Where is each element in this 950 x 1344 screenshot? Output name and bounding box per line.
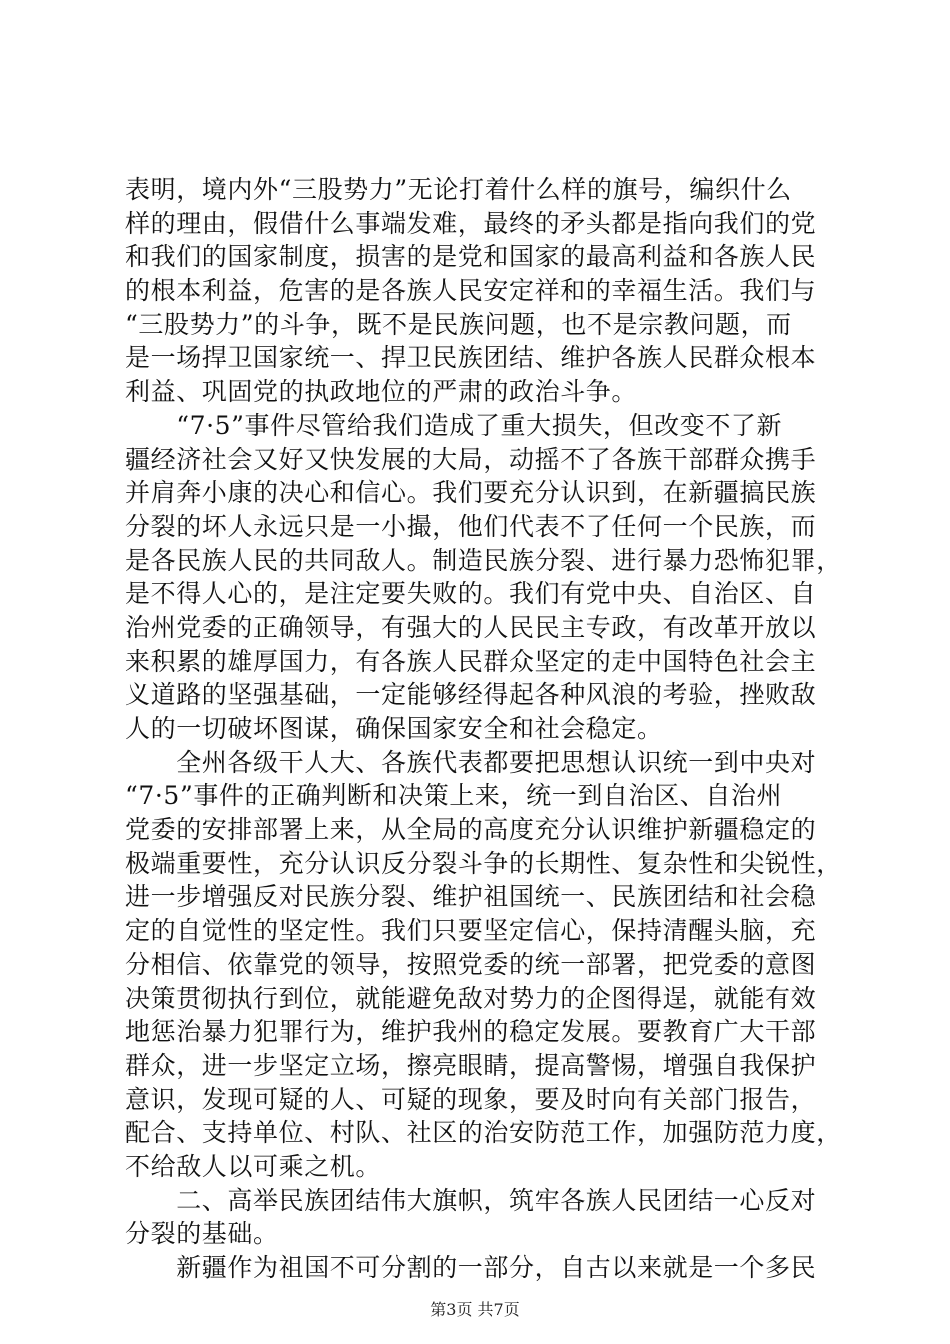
- text-line: 地惩治暴力犯罪行为，维护我州的稳定发展。要教育广大干部: [125, 1017, 817, 1047]
- text-line: 治州党委的正确领导，有强大的人民民主专政，有改革开放以: [125, 612, 817, 642]
- text-line: 是不得人心的，是注定要失败的。我们有党中央、自治区、自: [125, 579, 817, 609]
- body-text: [125, 173, 842, 1285]
- text-line: 全州各级干人大、各族代表都要把思想认识统一到中央对: [125, 747, 817, 777]
- page-footer: 第3页 共7页: [430, 1300, 520, 1319]
- text-line: 新疆作为祖国不可分割的一部分，自古以来就是一个多民: [125, 1253, 817, 1282]
- text-line: “7·5”事件尽管给我们造成了重大损失，但改变不了新: [125, 410, 783, 440]
- text-line: 义道路的坚强基础，一定能够经得起各种风浪的考验，挫败敌: [125, 680, 817, 710]
- text-line: 来积累的雄厚国力，有各族人民群众坚定的走中国特色社会主: [125, 646, 817, 676]
- text-line: “三股势力”的斗争，既不是民族问题，也不是宗教问题，而: [125, 309, 792, 339]
- text-line: 群众，进一步坚定立场，擦亮眼睛，提高警惕，增强自我保护: [125, 1050, 817, 1080]
- text-line: 利益、巩固党的执政地位的严肃的政治斗争。: [125, 377, 638, 407]
- text-line: 样的理由，假借什么事端发难，最终的矛头都是指向我们的党: [125, 208, 817, 238]
- text-line: 分裂的基础。: [125, 1219, 279, 1249]
- text-line: 疆经济社会又好又快发展的大局，动摇不了各族干部群众携手: [125, 444, 817, 474]
- text-line: 和我们的国家制度，损害的是党和国家的最高利益和各族人民: [125, 242, 817, 272]
- text-line: 定的自觉性的坚定性。我们只要坚定信心，保持清醒头脑，充: [125, 916, 817, 946]
- text-line: 并肩奔小康的决心和信心。我们要充分认识到，在新疆搞民族: [125, 478, 817, 508]
- text-line: 意识，发现可疑的人、可疑的现象，要及时向有关部门报告，: [125, 1084, 817, 1114]
- text-line: 分裂的坏人永远只是一小撮，他们代表不了任何一个民族，而: [125, 511, 817, 541]
- text-line: 的根本利益，危害的是各族人民安定祥和的幸福生活。我们与: [125, 276, 817, 306]
- text-line: 是一场捍卫国家统一、捍卫民族团结、维护各族人民群众根本: [125, 343, 817, 373]
- text-line: 党委的安排部署上来，从全局的高度充分认识维护新疆稳定的: [125, 815, 817, 845]
- text-line: 不给敌人以可乘之机。: [125, 1151, 382, 1181]
- text-line: 分相信、依靠党的领导，按照党委的统一部署，把党委的意图: [125, 949, 817, 979]
- text-line: 配合、支持单位、村队、社区的治安防范工作，加强防范力度，: [125, 1118, 842, 1148]
- text-line: 进一步增强反对民族分裂、维护祖国统一、民族团结和社会稳: [125, 882, 817, 912]
- text-line: 人的一切破坏图谋，确保国家安全和社会稳定。: [125, 714, 663, 743]
- text-line: 表明，境内外“三股势力”无论打着什么样的旗号，编织什么: [125, 175, 792, 204]
- text-line: 是各民族人民的共同敌人。制造民族分裂、进行暴力恐怖犯罪，: [125, 545, 842, 575]
- text-line: 决策贯彻执行到位，就能避免敌对势力的企图得逞，就能有效: [125, 983, 817, 1013]
- text-line: “7·5”事件的正确判断和决策上来，统一到自治区、自治州: [125, 781, 783, 811]
- text-line: 二、高举民族团结伟大旗帜，筑牢各族人民团结一心反对: [125, 1185, 817, 1215]
- text-line: 极端重要性，充分认识反分裂斗争的长期性、复杂性和尖锐性，: [125, 848, 842, 878]
